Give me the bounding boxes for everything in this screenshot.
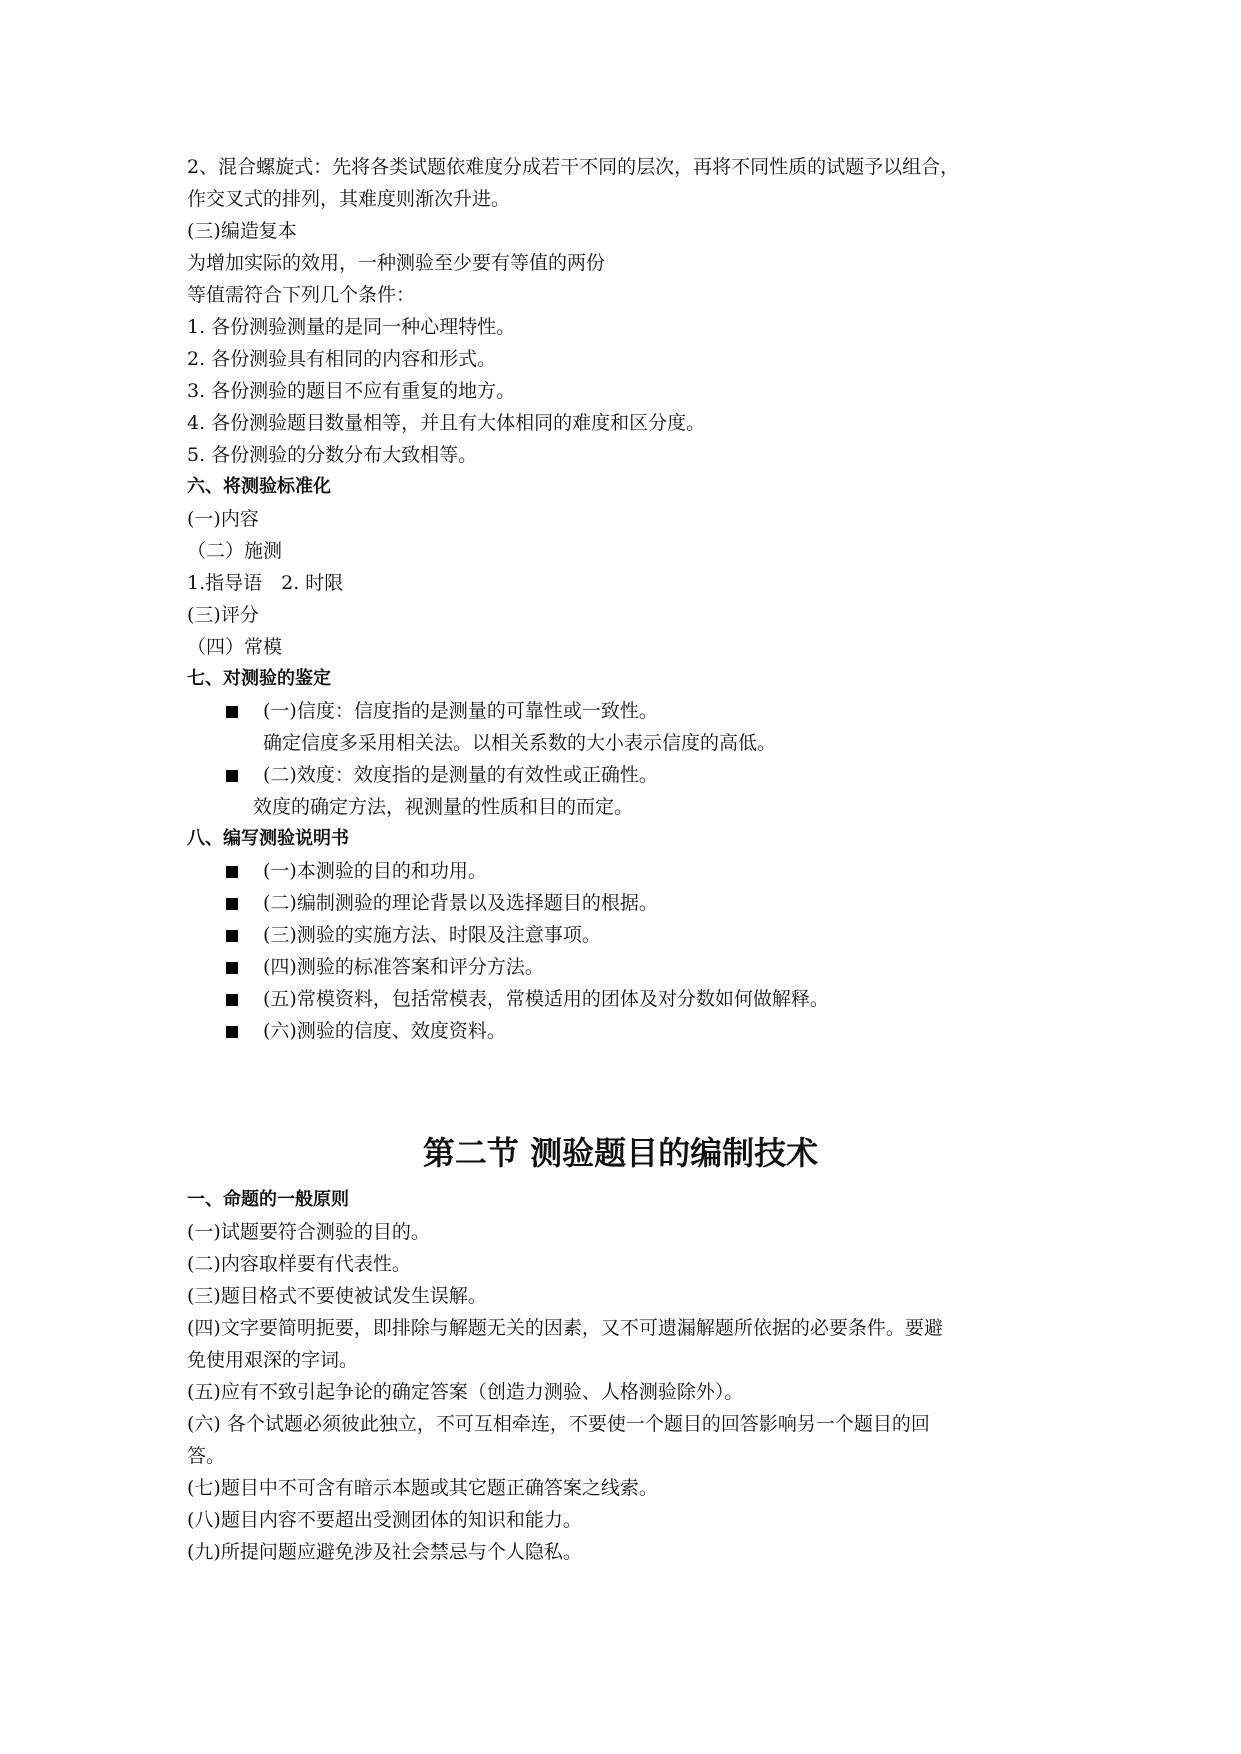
- section7-heading: 七、对测验的鉴定: [187, 668, 331, 689]
- item2-line2: 作交叉式的排列，其难度则渐次升进。: [187, 188, 511, 210]
- reliability-note: 确定信度多采用相关法。以相关系数的大小表示信度的高低。: [263, 732, 777, 754]
- condition-item: 3. 各份测验的题目不应有重复的地方。: [187, 380, 516, 402]
- list-item: 1.指导语 2. 时限: [187, 572, 344, 594]
- condition-item: 2. 各份测验具有相同的内容和形式。: [187, 348, 497, 370]
- principle-line: (二)内容取样要有代表性。: [187, 1253, 411, 1275]
- manual-item: (六)测验的信度、效度资料。: [263, 1020, 506, 1042]
- principle-line: (五)应有不致引起争论的确定答案（创造力测验、人格测验除外）。: [187, 1381, 744, 1403]
- principle-line: (四)文字要简明扼要，即排除与解题无关的因素，又不可遗漏解题所依据的必要条件。要避: [187, 1317, 943, 1339]
- manual-item: (一)本测验的目的和功用。: [263, 860, 487, 882]
- bullet-icon: [226, 994, 238, 1006]
- paragraph: 为增加实际的效用，一种测验至少要有等值的两份: [187, 252, 606, 274]
- condition-item: 1. 各份测验测量的是同一种心理特性。: [187, 316, 516, 338]
- list-item: （四）常模: [187, 636, 283, 658]
- bullet-icon: [226, 866, 238, 878]
- manual-item: (五)常模资料，包括常模表，常模适用的团体及对分数如何做解释。: [263, 988, 829, 1010]
- principle-line: (六) 各个试题必须彼此独立，不可互相牵连，不要使一个题目的回答影响另一个题目的回: [187, 1413, 930, 1435]
- condition-item: 4. 各份测验题目数量相等，并且有大体相同的难度和区分度。: [187, 412, 706, 434]
- condition-item: 5. 各份测验的分数分布大致相等。: [187, 444, 478, 466]
- list-item: (一)内容: [187, 508, 259, 530]
- manual-item: (二)编制测验的理论背景以及选择题目的根据。: [263, 892, 658, 914]
- section6-heading: 六、将测验标准化: [187, 476, 331, 497]
- validity-item: (二)效度：效度指的是测量的有效性或正确性。: [263, 764, 658, 786]
- principle-line: (七)题目中不可含有暗示本题或其它题正确答案之线索。: [187, 1477, 658, 1499]
- validity-note: 效度的确定方法，视测量的性质和目的而定。: [253, 796, 634, 818]
- section8-heading: 八、编写测验说明书: [187, 828, 349, 849]
- principle-line: 答。: [187, 1445, 226, 1467]
- reliability-item: (一)信度：信度指的是测量的可靠性或一致性。: [263, 700, 658, 722]
- principle-line: (三)题目格式不要使被试发生误解。: [187, 1285, 487, 1307]
- section3-title: (三)编造复本: [187, 220, 297, 242]
- bullet-icon: [226, 930, 238, 942]
- principle-line: (八)题目内容不要超出受测团体的知识和能力。: [187, 1509, 582, 1531]
- bullet-icon: [226, 898, 238, 910]
- item2-line1: 2、混合螺旋式：先将各类试题依难度分成若干不同的层次，再将不同性质的试题予以组合，: [187, 156, 960, 178]
- section-heading: 第二节 测验题目的编制技术: [422, 1134, 819, 1172]
- principles-heading: 一、命题的一般原则: [187, 1189, 349, 1210]
- principle-line: (一)试题要符合测验的目的。: [187, 1221, 430, 1243]
- paragraph: 等值需符合下列几个条件：: [187, 284, 416, 306]
- bullet-icon: [226, 1026, 238, 1038]
- principle-line: (九)所提问题应避免涉及社会禁忌与个人隐私。: [187, 1541, 582, 1563]
- list-item: （二）施测: [187, 540, 283, 562]
- manual-item: (三)测验的实施方法、时限及注意事项。: [263, 924, 601, 946]
- bullet-icon: [226, 706, 238, 718]
- bullet-icon: [226, 962, 238, 974]
- manual-item: (四)测验的标准答案和评分方法。: [263, 956, 544, 978]
- principle-line: 免使用艰深的字词。: [187, 1349, 359, 1371]
- bullet-icon: [226, 770, 238, 782]
- list-item: (三)评分: [187, 604, 259, 626]
